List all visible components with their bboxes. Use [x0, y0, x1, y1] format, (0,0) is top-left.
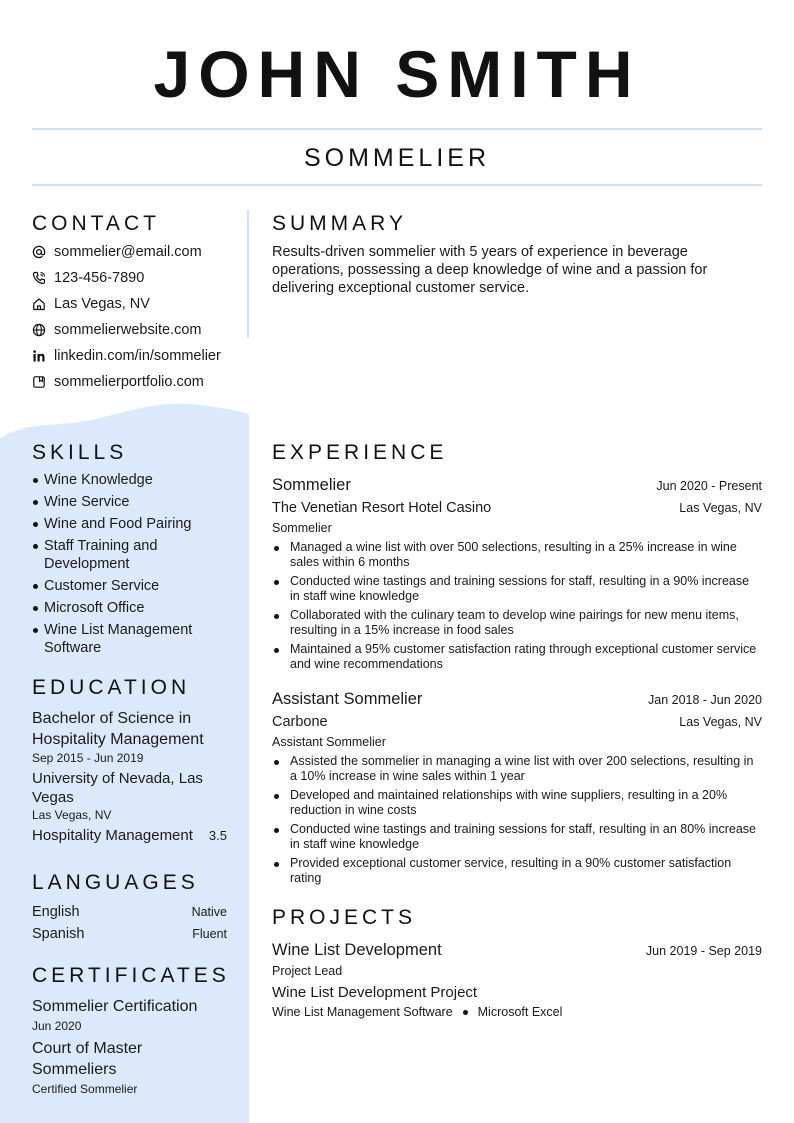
- certificates-title: CERTIFICATES: [32, 964, 230, 987]
- project-role: Project Lead: [272, 964, 343, 978]
- contact-linkedin[interactable]: linkedin.com/in/sommelier: [32, 343, 227, 369]
- education-school: University of Nevada, Las Vegas: [32, 770, 203, 806]
- experience-title: EXPERIENCE: [272, 441, 448, 464]
- skill-item: Customer Service: [32, 577, 227, 595]
- language-row: [32, 901, 227, 923]
- certificate-name: Court of Master Sommeliers: [32, 1040, 143, 1078]
- skills-list: [32, 471, 227, 657]
- at-icon: [32, 245, 54, 259]
- contact-title: CONTACT: [32, 212, 160, 235]
- job-bullet: Conducted wine tastings and training sessions for staff, resulting in a 90% increase in staff wine knowledge: [272, 574, 762, 604]
- contact-website[interactable]: sommelierwebsite.com: [32, 317, 227, 343]
- skill-item: Wine Service: [32, 493, 227, 511]
- job-dates: Jan 2018 - Jun 2020: [648, 693, 762, 707]
- certificate-name: Sommelier Certification: [32, 998, 198, 1015]
- experience-entry: [272, 474, 762, 672]
- job-bullet: Developed and maintained relationships with wine suppliers, resulting in a 20% reduction in wine costs: [272, 788, 762, 818]
- experience-entry: [272, 688, 762, 886]
- job-bullet: Conducted wine tastings and training sessions for staff, resulting in an 80% increase in staff wine knowledge: [272, 822, 762, 852]
- job-bullet-list: [272, 754, 762, 886]
- project-name: Wine List Development Project: [272, 984, 478, 1001]
- skill-item: Microsoft Office: [32, 599, 227, 617]
- experience-section: [272, 440, 762, 890]
- candidate-role: SOMMELIER: [303, 144, 491, 172]
- project-dates: Jun 2019 - Sep 2019: [645, 944, 762, 958]
- column-divider: [247, 210, 249, 338]
- certificate-detail: Certified Sommelier: [32, 1082, 138, 1096]
- languages-title: LANGUAGES: [32, 871, 199, 894]
- contact-location: Las Vegas, NV: [32, 291, 227, 317]
- job-location: Las Vegas, NV: [679, 501, 762, 515]
- projects-title: PROJECTS: [272, 906, 417, 929]
- job-subtitle: Assistant Sommelier: [272, 735, 386, 749]
- header-divider-bottom: [32, 184, 762, 186]
- languages-section: [32, 870, 227, 945]
- skills-section: [32, 440, 227, 661]
- project-tool: Microsoft Excel: [477, 1005, 563, 1019]
- language-level: Native: [191, 905, 227, 919]
- header-divider-top: [32, 128, 762, 130]
- education-title: EDUCATION: [32, 676, 191, 699]
- job-company: The Venetian Resort Hotel Casino: [272, 500, 492, 516]
- job-title: Sommelier: [272, 476, 351, 494]
- candidate-name: JOHN SMITH: [153, 37, 641, 111]
- linkedin-icon: [32, 349, 54, 363]
- summary-text: Results-driven sommelier with 5 years of experience in beverage operations, possessing a deep knowledge of wine and a passion for delivering exceptional customer service.: [272, 244, 708, 296]
- globe-icon: [32, 323, 54, 337]
- skill-item: Wine List Management Software: [32, 621, 227, 657]
- job-subtitle: Sommelier: [272, 521, 332, 535]
- home-icon: [32, 297, 54, 311]
- education-dates: Sep 2015 - Jun 2019: [32, 751, 144, 765]
- education-degree: Bachelor of Science in Hospitality Management: [32, 710, 204, 748]
- job-company: Carbone: [272, 714, 328, 730]
- project-entry: [272, 939, 762, 962]
- language-name: Spanish: [32, 926, 85, 942]
- summary-title: SUMMARY: [272, 212, 407, 235]
- education-gpa: 3.5: [208, 828, 227, 843]
- job-bullet-list: [272, 540, 762, 672]
- language-level: Fluent: [192, 927, 227, 941]
- skill-item: Wine and Food Pairing: [32, 515, 227, 533]
- contact-email[interactable]: sommelier@email.com: [32, 239, 227, 265]
- projects-section: [272, 905, 762, 1020]
- job-bullet: Collaborated with the culinary team to develop wine pairings for new menu items, resulting in a 15% increase in food sales: [272, 608, 762, 638]
- contact-section: [32, 211, 227, 395]
- education-section: [32, 675, 227, 846]
- job-dates: Jun 2020 - Present: [656, 479, 762, 493]
- portfolio-icon: [32, 375, 54, 389]
- phone-icon: [32, 271, 54, 285]
- summary-section: [272, 211, 762, 297]
- job-bullet: Assisted the sommelier in managing a wine list with over 200 selections, resulting in a 10% increase in wine sales within 1 year: [272, 754, 762, 784]
- job-title: Assistant Sommelier: [272, 690, 423, 708]
- job-location: Las Vegas, NV: [679, 715, 762, 729]
- project-title: Wine List Development: [272, 941, 442, 959]
- language-row: [32, 923, 227, 945]
- job-bullet: Provided exceptional customer service, resulting in a 90% customer satisfaction rating: [272, 856, 762, 886]
- project-tool: Wine List Management Software: [272, 1005, 453, 1019]
- education-field-row: [32, 826, 227, 846]
- language-name: English: [32, 904, 80, 920]
- certificate-detail: Jun 2020: [32, 1019, 82, 1033]
- job-bullet: Managed a wine list with over 500 selections, resulting in a 25% increase in wine sales within 6 months: [272, 540, 762, 570]
- contact-portfolio[interactable]: sommelierportfolio.com: [32, 369, 227, 395]
- certificates-section: [32, 963, 230, 1097]
- project-tools: [272, 1004, 762, 1020]
- education-location: Las Vegas, NV: [32, 808, 112, 822]
- skill-item: Wine Knowledge: [32, 471, 227, 489]
- skills-title: SKILLS: [32, 441, 128, 464]
- bullet-separator: [463, 1010, 468, 1015]
- skill-item: Staff Training and Development: [32, 537, 227, 573]
- contact-phone[interactable]: 123-456-7890: [32, 265, 227, 291]
- job-bullet: Maintained a 95% customer satisfaction rating through exceptional customer service and wine recommendations: [272, 642, 762, 672]
- education-field: Hospitality Management: [32, 827, 193, 844]
